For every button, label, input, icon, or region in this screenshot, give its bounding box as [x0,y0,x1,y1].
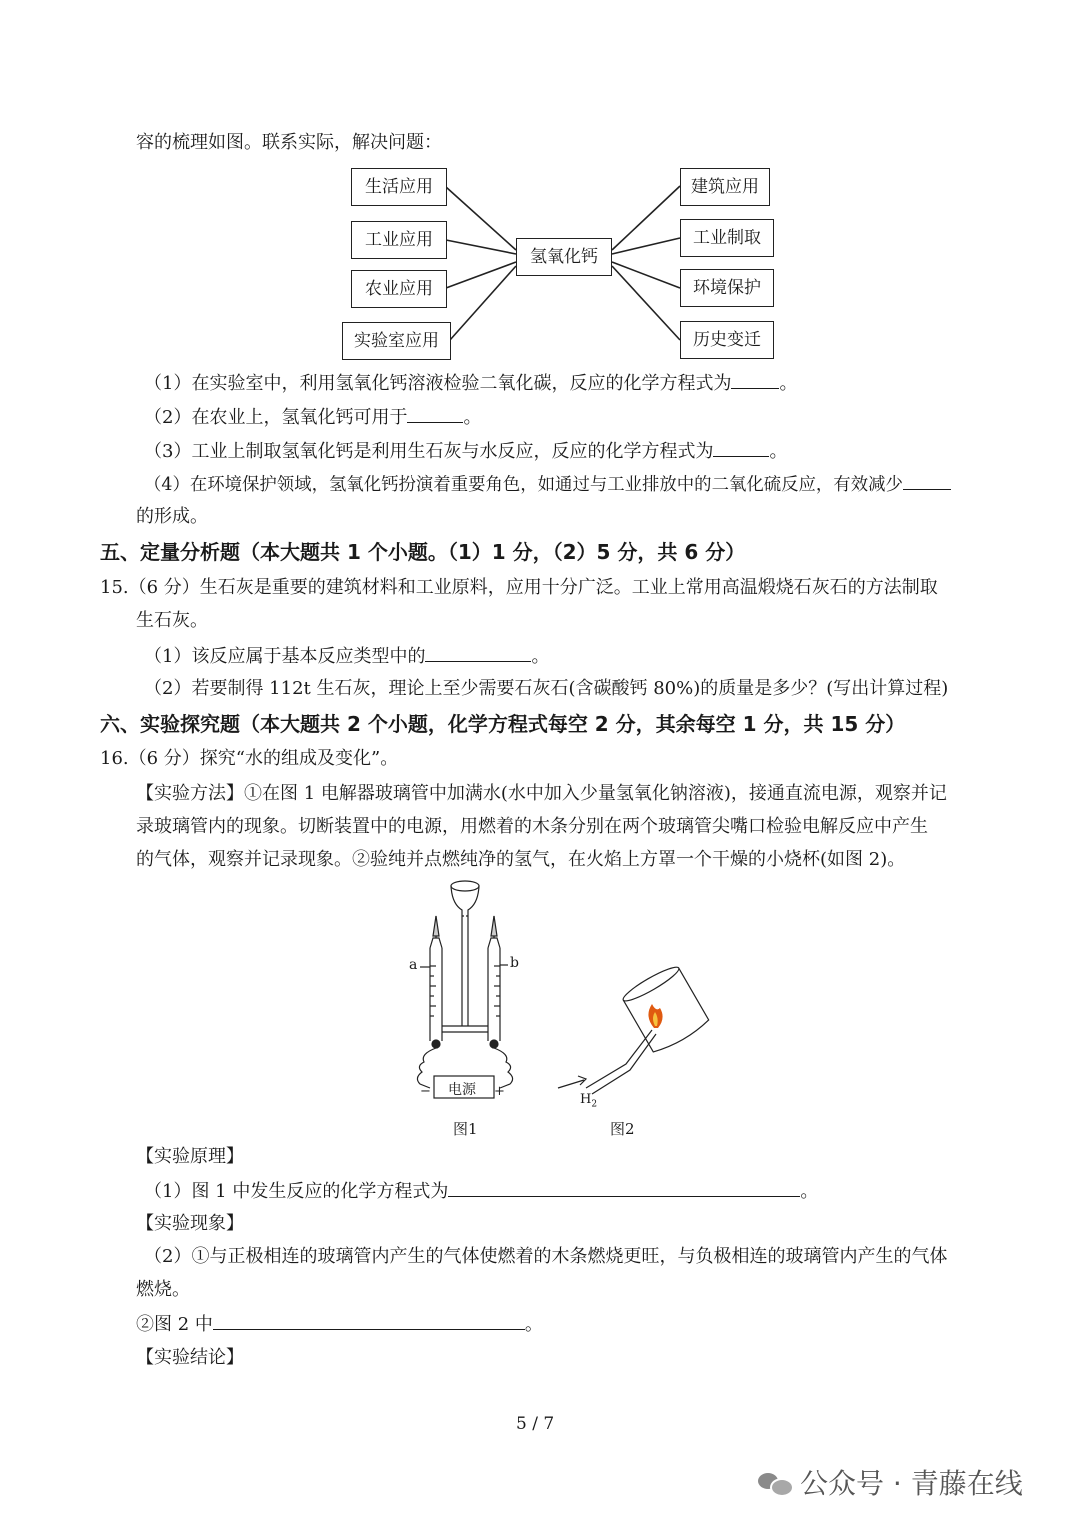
q14-part3: （3）工业上制取氢氧化钙是利用生石灰与水反应，反应的化学方程式为 。 [144,438,787,465]
hydrogen-label: $H_2$ [580,1092,598,1110]
intro-text: 容的梳理如图。联系实际，解决问题： [136,132,442,153]
answer-blank[interactable] [448,1178,800,1197]
mindmap-right-item: 环境保护 [680,269,774,307]
mindmap-right-item: 建筑应用 [680,168,770,206]
answer-blank[interactable] [425,643,531,662]
figure2-caption: 图2 [610,1120,635,1138]
label-a: a [409,957,418,973]
answer-blank[interactable] [713,438,769,457]
answer-blank[interactable] [903,471,951,490]
watermark-text: 公众号 · 青藤在线 [800,1467,1023,1500]
page-number: 5 / 7 [516,1414,555,1434]
q15-part1: （1）该反应属于基本反应类型中的 。 [144,643,549,670]
method-line1: 【实验方法】①在图 1 电解器玻璃管中加满水(水中加入少量氢氧化钠溶液)，接通直流电源，观察并记 [136,783,947,804]
watermark [758,1462,1023,1502]
answer-blank[interactable] [731,370,779,389]
answer-blank[interactable] [213,1311,525,1330]
power-source-label: 电源 [448,1082,476,1098]
section5-title: 五、定量分析题（本大题共 1 个小题。（1）1 分，（2）5 分，共 6 分） [100,540,746,564]
phenomenon-q2-line1: （2）①与正极相连的玻璃管内产生的气体使燃着的木条燃烧更旺，与负极相连的玻璃管内产生的气体 [144,1246,948,1267]
answer-blank[interactable] [407,404,463,423]
phenomenon-heading: 【实验现象】 [136,1213,244,1234]
mindmap-right-item: 工业制取 [680,219,774,257]
mindmap-left-item: 农业应用 [351,270,447,308]
positive-terminal-label: + [494,1084,505,1099]
q15-text-line1: 15.（6 分）生石灰是重要的建筑材料和工业原料，应用十分广泛。工业上常用高温煅烧石灰石的方法制取 [100,577,938,598]
wechat-icon [758,1469,792,1495]
method-line3: 的气体，观察并记录现象。②验纯并点燃纯净的氢气，在火焰上方罩一个干燥的小烧杯(如图 2)。 [136,849,906,870]
phenomenon-q2-line2: 燃烧。 [136,1279,190,1300]
q16-intro: 16.（6 分）探究“水的组成及变化”。 [100,748,399,769]
conclusion-heading: 【实验结论】 [136,1347,244,1368]
q15-text-line2: 生石灰。 [136,610,208,631]
q15-part2: （2）若要制得 112t 生石灰，理论上至少需要石灰石(含碳酸钙 80%)的质量是多少？(写出计算过程) [144,678,949,699]
mindmap-center: 氢氧化钙 [516,238,612,276]
q14-part4-cont: 的形成。 [136,506,208,527]
section6-title: 六、实验探究题（本大题共 2 个小题，化学方程式每空 2 分，其余每空 1 分，共 15 分） [100,712,906,736]
principle-heading: 【实验原理】 [136,1146,244,1167]
figure1-caption: 图1 [453,1120,478,1138]
negative-terminal-label: − [420,1084,431,1099]
mindmap-left-item: 实验室应用 [342,322,451,360]
label-b: b [510,955,519,971]
mindmap-diagram [0,0,1080,370]
phenomenon-q2-part2: ②图 2 中 。 [136,1311,543,1338]
q14-part2: （2）在农业上，氢氧化钙可用于 。 [144,404,481,431]
electrolysis-apparatus-figure [400,876,530,1106]
mindmap-left-item: 生活应用 [351,168,447,206]
mindmap-left-item: 工业应用 [351,221,447,259]
hydrogen-combustion-figure [556,960,716,1100]
method-line2: 录玻璃管内的现象。切断装置中的电源，用燃着的木条分别在两个玻璃管尖嘴口检验电解反应中产生 [136,816,928,837]
principle-q1: （1）图 1 中发生反应的化学方程式为 。 [144,1178,818,1205]
q14-part4: （4）在环境保护领域，氢氧化钙扮演着重要角色，如通过与工业排放中的二氧化硫反应，有效减少 [144,471,951,498]
mindmap-right-item: 历史变迁 [680,321,774,359]
q14-part1: （1）在实验室中，利用氢氧化钙溶液检验二氧化碳，反应的化学方程式为 。 [144,370,797,397]
